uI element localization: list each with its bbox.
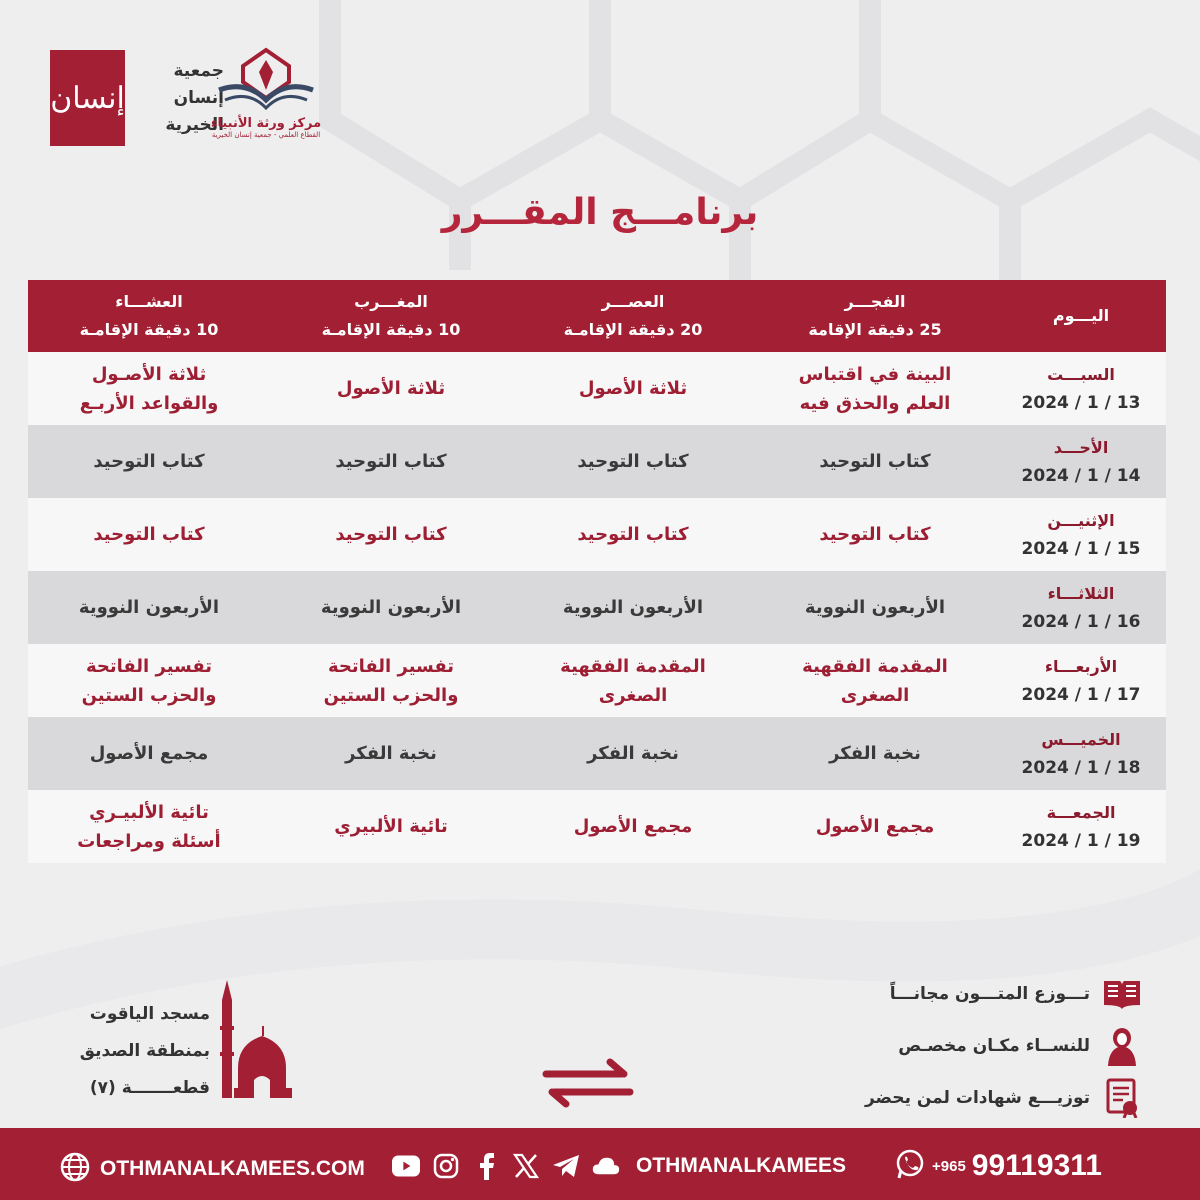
lesson-cell-asr	[512, 425, 754, 498]
lesson-title: الصغرى	[840, 684, 910, 706]
swap-arrows-icon	[542, 1058, 634, 1108]
info-item-free-texts	[822, 968, 1142, 1020]
lesson-cell-fajr	[754, 717, 996, 790]
table-row	[28, 352, 1166, 425]
schedule-table	[28, 280, 1166, 863]
insan-logo-mark	[50, 50, 125, 146]
lesson-title: ثلاثة الأصـول	[91, 363, 207, 385]
lesson-title: تفسير الفاتحة	[327, 655, 455, 677]
day-date: 2024 / 1 / 13	[1021, 392, 1141, 413]
lesson-title: كتاب التوحيد	[335, 451, 447, 472]
location-text	[50, 996, 210, 1107]
page-title: برنامـــج المقـــرر	[441, 192, 759, 233]
lesson-cell-maghrib	[270, 425, 512, 498]
location-line: قطعـــــــة (٧)	[89, 1078, 210, 1098]
lesson-title: العلم والحذق فيه	[799, 392, 951, 414]
facebook-icon[interactable]	[472, 1152, 500, 1180]
header-fajr	[754, 280, 996, 352]
x-icon[interactable]	[512, 1152, 540, 1180]
lesson-cell-asr	[512, 644, 754, 717]
info-text: تـــوزع المتـــون مجانـــاً	[889, 984, 1090, 1004]
header-label: العصـــر	[601, 292, 665, 311]
lesson-title: أسئلة ومراجعات	[77, 830, 221, 852]
day-cell	[996, 790, 1166, 863]
lesson-title: مجمع الأصول	[89, 743, 209, 764]
day-date: 2024 / 1 / 17	[1021, 684, 1141, 705]
lesson-cell-isha	[28, 571, 270, 644]
header-asr	[512, 280, 754, 352]
lesson-cell-isha	[28, 352, 270, 425]
table-row	[28, 644, 1166, 717]
lesson-title: نخبة الفكر	[587, 743, 679, 764]
book-icon	[1102, 974, 1142, 1014]
lesson-title: مجمع الأصول	[815, 816, 935, 837]
lesson-title: كتاب التوحيد	[819, 524, 931, 545]
insan-logo-line: إنسان	[173, 88, 224, 108]
social-handle: OTHMANALKAMEES	[636, 1154, 846, 1177]
lesson-title: تفسير الفاتحة	[85, 655, 213, 677]
lesson-title: المقدمة الفقهية	[802, 655, 948, 677]
pen-book-icon	[211, 46, 321, 114]
location-line: بمنطقة الصديق	[79, 1041, 210, 1061]
table-row	[28, 571, 1166, 644]
lesson-cell-maghrib	[270, 717, 512, 790]
day-cell	[996, 498, 1166, 571]
lesson-title: الصغرى	[598, 684, 668, 706]
lesson-title: نخبة الفكر	[829, 743, 921, 764]
day-date: 2024 / 1 / 14	[1021, 465, 1141, 486]
lesson-title: المقدمة الفقهية	[560, 655, 706, 677]
header-detail: 10 دقيقة الإقامـة	[321, 320, 461, 339]
insan-logo-mark-text: إنسان	[50, 80, 125, 116]
day-name: الأربعـــاء	[1044, 656, 1118, 676]
youtube-icon[interactable]	[392, 1152, 420, 1180]
lesson-title: تائية الألبيري	[334, 816, 448, 837]
day-name: الجمعـــة	[1046, 802, 1116, 822]
day-date: 2024 / 1 / 18	[1021, 757, 1141, 778]
header-label: العشـــاء	[115, 292, 183, 311]
lesson-cell-isha	[28, 790, 270, 863]
woman-icon	[1102, 1026, 1142, 1066]
lesson-title: والحزب الستين	[323, 684, 459, 706]
day-name: الخميـــس	[1041, 729, 1121, 749]
day-name: الإثنيـــن	[1047, 510, 1115, 530]
certificate-icon	[1102, 1078, 1142, 1118]
lesson-cell-maghrib	[270, 790, 512, 863]
lesson-cell-fajr	[754, 790, 996, 863]
phone-number: 99119311	[971, 1149, 1102, 1182]
whatsapp-contact[interactable]	[894, 1148, 1102, 1184]
header-label: المغـــرب	[354, 292, 428, 311]
footer-bar	[0, 1128, 1200, 1200]
cloud-icon[interactable]	[592, 1152, 620, 1180]
lesson-title: الأربعون النووية	[804, 597, 946, 618]
lesson-title: والحزب الستين	[81, 684, 217, 706]
header-maghrib	[270, 280, 512, 352]
phone-country-code: +965	[932, 1157, 966, 1175]
insan-logo-line: الخيرية	[165, 115, 224, 135]
whatsapp-icon	[894, 1148, 926, 1184]
table-header	[28, 280, 1166, 352]
website-label: OTHMANALKAMEES.COM	[100, 1157, 365, 1180]
info-item-women	[822, 1020, 1142, 1072]
lesson-cell-fajr	[754, 571, 996, 644]
header-label: اليـــوم	[1052, 306, 1110, 325]
lesson-cell-isha	[28, 498, 270, 571]
info-text: توزيـــع شهادات لمن يحضر	[864, 1088, 1090, 1108]
day-date: 2024 / 1 / 16	[1021, 611, 1141, 632]
lesson-cell-isha	[28, 717, 270, 790]
day-date: 2024 / 1 / 15	[1021, 538, 1141, 559]
table-row	[28, 498, 1166, 571]
warathat-logo	[206, 46, 326, 150]
header-detail: 20 دقيقة الإقامـة	[563, 320, 703, 339]
lesson-cell-fajr	[754, 352, 996, 425]
instagram-icon[interactable]	[432, 1152, 460, 1180]
warathat-name: مركز ورثة الأنبياء	[210, 116, 322, 131]
day-cell	[996, 644, 1166, 717]
lesson-title: كتاب التوحيد	[577, 524, 689, 545]
day-name: السبـــت	[1047, 364, 1115, 384]
day-date: 2024 / 1 / 19	[1021, 830, 1141, 851]
info-list	[822, 968, 1142, 1124]
lesson-title: الأربعون النووية	[562, 597, 704, 618]
day-name: الأحـــد	[1053, 437, 1109, 457]
header-detail: 25 دقيقة الإقامة	[808, 320, 942, 339]
header-detail: 10 دقيقة الإقامـة	[79, 320, 219, 339]
lesson-title: ثلاثة الأصول	[336, 378, 446, 399]
lesson-cell-maghrib	[270, 498, 512, 571]
mosque-icon	[218, 980, 292, 1098]
lesson-title: والقواعد الأربـع	[79, 392, 219, 414]
social-links	[392, 1152, 846, 1180]
table-row	[28, 425, 1166, 498]
warathat-subtitle: القطاع العلمي - جمعية إنسان الخيرية	[211, 131, 321, 139]
day-cell	[996, 425, 1166, 498]
lesson-title: كتاب التوحيد	[819, 451, 931, 472]
insan-logo	[50, 50, 224, 148]
insan-logo-line: جمعية	[173, 61, 224, 81]
lesson-title: نخبة الفكر	[345, 743, 437, 764]
telegram-icon[interactable]	[552, 1152, 580, 1180]
lesson-cell-asr	[512, 498, 754, 571]
lesson-cell-maghrib	[270, 571, 512, 644]
lesson-cell-maghrib	[270, 352, 512, 425]
info-item-certificates	[822, 1072, 1142, 1124]
lesson-title: ثلاثة الأصول	[578, 378, 688, 399]
lesson-cell-fajr	[754, 644, 996, 717]
header-label: الفجـــر	[844, 292, 906, 311]
day-cell	[996, 571, 1166, 644]
table-body	[28, 352, 1166, 863]
lesson-title: البينة في اقتباس	[798, 363, 952, 385]
lesson-cell-fajr	[754, 425, 996, 498]
lesson-title: الأربعون النووية	[78, 597, 220, 618]
table-row	[28, 790, 1166, 863]
lesson-cell-isha	[28, 644, 270, 717]
lesson-title: تائية الألبيـري	[89, 801, 209, 823]
lesson-title: كتاب التوحيد	[93, 451, 205, 472]
day-cell	[996, 717, 1166, 790]
day-cell	[996, 352, 1166, 425]
table-row	[28, 717, 1166, 790]
lesson-cell-fajr	[754, 498, 996, 571]
lesson-cell-maghrib	[270, 644, 512, 717]
lesson-title: كتاب التوحيد	[93, 524, 205, 545]
lesson-cell-asr	[512, 571, 754, 644]
header-isha	[28, 280, 270, 352]
location-line: مسجد الياقوت	[89, 1004, 210, 1024]
lesson-cell-asr	[512, 717, 754, 790]
lesson-cell-asr	[512, 790, 754, 863]
day-name: الثلاثـــاء	[1047, 583, 1115, 603]
lesson-title: الأربعون النووية	[320, 597, 462, 618]
info-text: للنســاء مكـان مخصـص	[898, 1036, 1090, 1056]
lesson-cell-isha	[28, 425, 270, 498]
lesson-title: كتاب التوحيد	[335, 524, 447, 545]
header-day	[996, 280, 1166, 352]
lesson-title: مجمع الأصول	[573, 816, 693, 837]
lesson-cell-asr	[512, 352, 754, 425]
globe-icon	[60, 1152, 90, 1186]
website-link[interactable]	[60, 1152, 365, 1186]
lesson-title: كتاب التوحيد	[577, 451, 689, 472]
